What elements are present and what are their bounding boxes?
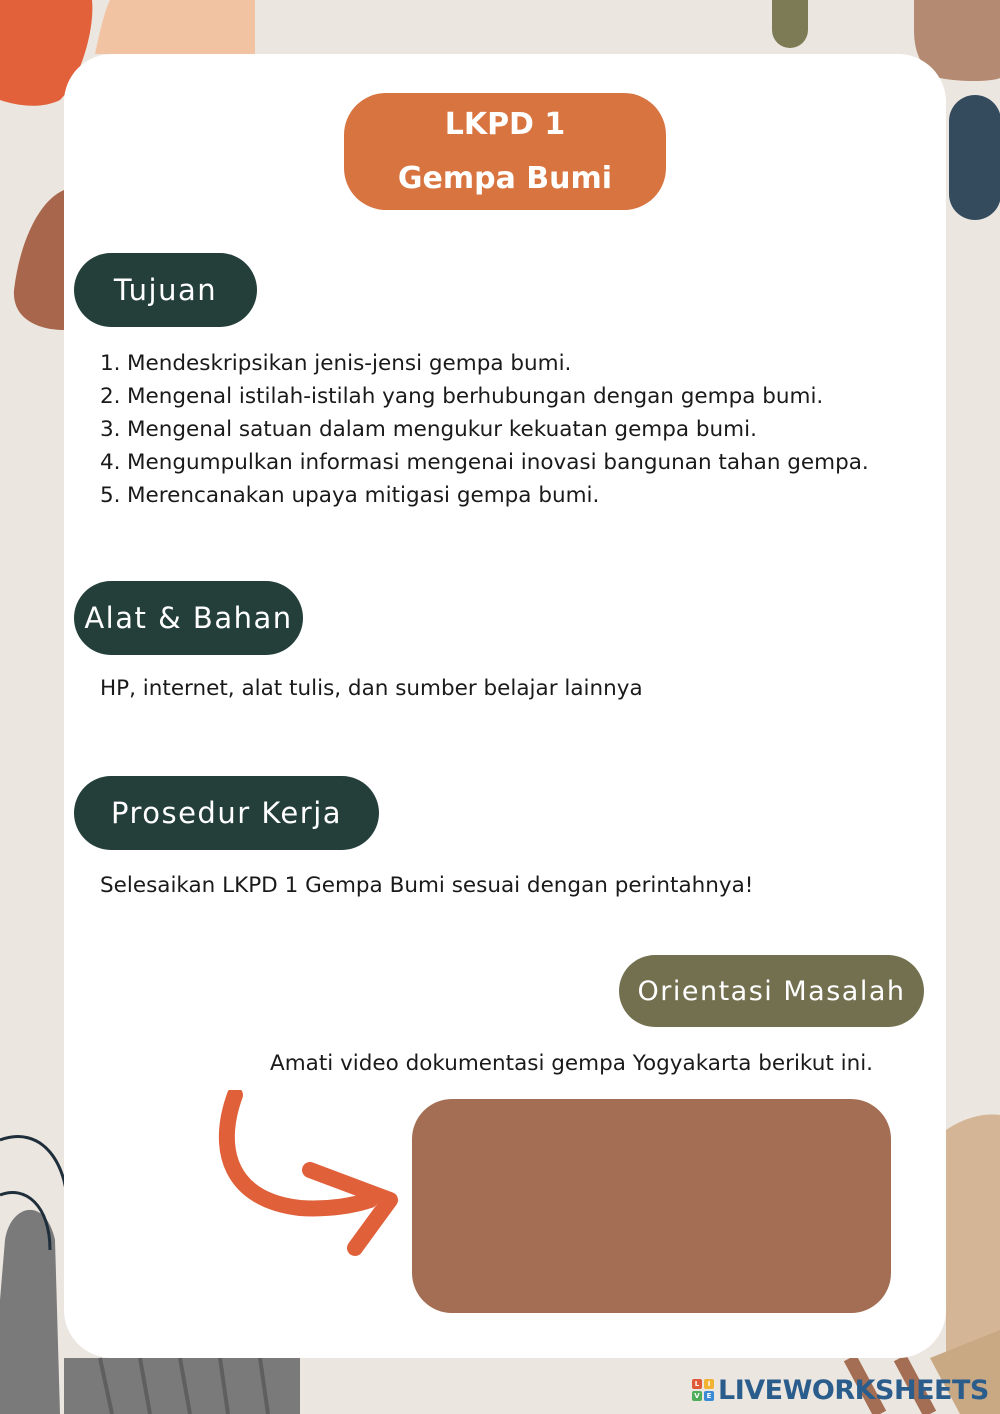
video-embed[interactable] xyxy=(412,1099,891,1313)
logo-mark-letter: I xyxy=(704,1379,714,1389)
list-item xyxy=(100,413,930,446)
section-heading-orientasi-masalah: Orientasi Masalah xyxy=(619,955,924,1027)
logo-mark-letter: V xyxy=(692,1391,702,1401)
list-text: Mengumpulkan informasi mengenai inovasi bangunan tahan gempa. xyxy=(127,450,869,475)
list-text: Mendeskripsikan jenis-jensi gempa bumi. xyxy=(127,351,572,376)
logo-mark-letter: L xyxy=(692,1379,702,1389)
arrow-icon xyxy=(210,1090,410,1270)
list-number: 5. xyxy=(100,483,121,508)
logo-mark-letter: E xyxy=(704,1391,714,1401)
liveworksheets-logo xyxy=(692,1372,989,1408)
alat-bahan-text: HP, internet, alat tulis, dan sumber belajar lainnya xyxy=(100,676,643,701)
list-number: 1. xyxy=(100,351,121,376)
goals-list xyxy=(100,347,930,512)
section-heading-prosedur-kerja: Prosedur Kerja xyxy=(74,776,379,850)
list-number: 3. xyxy=(100,417,121,442)
section-heading-alat-bahan: Alat & Bahan xyxy=(74,581,303,655)
worksheet-title-line1: LKPD 1 xyxy=(444,106,566,142)
list-item xyxy=(100,347,930,380)
prosedur-kerja-text: Selesaikan LKPD 1 Gempa Bumi sesuai dengan perintahnya! xyxy=(100,873,754,898)
worksheet-title-line2: Gempa Bumi xyxy=(397,160,613,196)
list-item xyxy=(100,380,930,413)
worksheet-title-badge xyxy=(344,93,666,210)
list-item xyxy=(100,479,930,512)
list-text: Mengenal satuan dalam mengukur kekuatan gempa bumi. xyxy=(127,417,757,442)
list-number: 2. xyxy=(100,384,121,409)
logo-text: LIVEWORKSHEETS xyxy=(718,1374,989,1406)
section-heading-tujuan: Tujuan xyxy=(74,253,257,327)
orientasi-masalah-text: Amati video dokumentasi gempa Yogyakarta berikut ini. xyxy=(270,1051,874,1076)
logo-mark-icon xyxy=(692,1379,714,1401)
list-number: 4. xyxy=(100,450,121,475)
list-text: Merencanakan upaya mitigasi gempa bumi. xyxy=(127,483,600,508)
list-item xyxy=(100,446,930,479)
list-text: Mengenal istilah-istilah yang berhubungan dengan gempa bumi. xyxy=(127,384,824,409)
